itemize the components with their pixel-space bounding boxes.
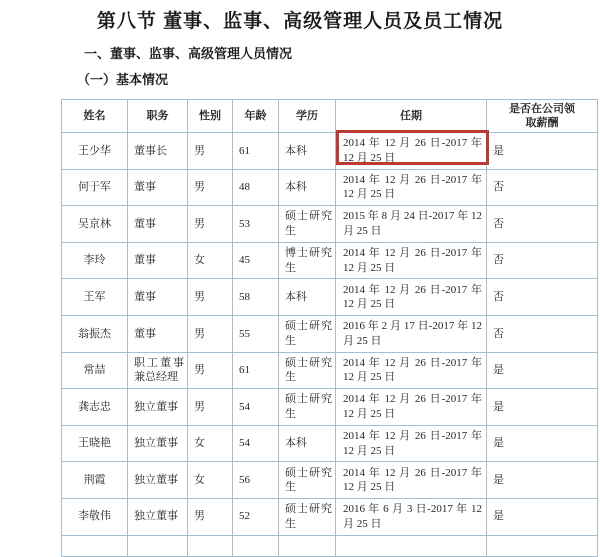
section-heading: 一、董事、监事、高级管理人员情况: [84, 46, 293, 61]
cell-term: 2014 年 12 月 26 日-2017 年 12 月 25 日: [336, 169, 487, 206]
cell-term: 2014 年 12 月 26 日-2017 年 12 月 25 日: [336, 133, 487, 170]
cell-age: 55: [233, 315, 279, 352]
cell-name: 常喆: [62, 352, 128, 389]
cell-position: 董事: [128, 279, 188, 316]
cell-gender: 男: [188, 279, 233, 316]
cell-age: 61: [233, 133, 279, 170]
cell-position: 董事长: [128, 133, 188, 170]
cell-paid: 否: [487, 169, 598, 206]
cell-position: 独立董事: [128, 498, 188, 535]
cell-education: 硕士研究生: [279, 206, 336, 243]
cell-education: 本科: [279, 279, 336, 316]
column-header-position: 职务: [128, 100, 188, 133]
cell-age: 53: [233, 206, 279, 243]
cell-age: 48: [233, 169, 279, 206]
cell-name: 何于军: [62, 169, 128, 206]
cell-education: 硕士研究生: [279, 498, 336, 535]
cell-paid: 否: [487, 242, 598, 279]
cell-name: 荆霞: [62, 462, 128, 499]
table-row: [62, 389, 598, 426]
cell-term: 2015 年 8 月 24 日-2017 年 12 月 25 日: [336, 206, 487, 243]
cell-name: 王少华: [62, 133, 128, 170]
cell-paid: 是: [487, 389, 598, 426]
cell-term: 2016 年 2 月 17 日-2017 年 12 月 25 日: [336, 315, 487, 352]
cell-position: 独立董事: [128, 389, 188, 426]
cell-name: 龚志忠: [62, 389, 128, 426]
cell-name: 李敬伟: [62, 498, 128, 535]
cell-gender: 男: [188, 389, 233, 426]
table-row: [62, 315, 598, 352]
cell-name: 吴京林: [62, 206, 128, 243]
cell-paid: 是: [487, 352, 598, 389]
cell-term: 2014 年 12 月 26 日-2017 年 12 月 25 日: [336, 279, 487, 316]
cell-gender: 男: [188, 352, 233, 389]
table-row: [62, 242, 598, 279]
cell-education: 硕士研究生: [279, 352, 336, 389]
cell-education: 硕士研究生: [279, 462, 336, 499]
cell-paid: 是: [487, 462, 598, 499]
cell-age: 52: [233, 498, 279, 535]
cell-term: 2014 年 12 月 26 日-2017 年 12 月 25 日: [336, 425, 487, 462]
cell-gender: 男: [188, 315, 233, 352]
cell-paid: 否: [487, 206, 598, 243]
cell-name: 翁振杰: [62, 315, 128, 352]
cell-paid: 否: [487, 279, 598, 316]
cell-position: 独立董事: [128, 462, 188, 499]
cell-paid: [487, 535, 598, 556]
personnel-table: [61, 99, 598, 557]
cell-education: 硕士研究生: [279, 389, 336, 426]
cell-gender: 男: [188, 498, 233, 535]
cell-term: 2014 年 12 月 26 日-2017 年 12 月 25 日: [336, 462, 487, 499]
column-header-name: 姓名: [62, 100, 128, 133]
column-header-education: 学历: [279, 100, 336, 133]
cell-paid: 是: [487, 133, 598, 170]
cell-age: 56: [233, 462, 279, 499]
cell-term: [336, 535, 487, 556]
cell-term: 2014 年 12 月 26 日-2017 年 12 月 25 日: [336, 352, 487, 389]
cell-term: 2014 年 12 月 26 日-2017 年 12 月 25 日: [336, 242, 487, 279]
column-header-term: 任期: [336, 100, 487, 133]
cell-position: 独立董事: [128, 425, 188, 462]
cell-gender: 男: [188, 206, 233, 243]
column-header-age: 年龄: [233, 100, 279, 133]
cell-position: 职工董事兼总经理: [128, 352, 188, 389]
cell-position: [128, 535, 188, 556]
column-header-paid-by-company: 是否在公司领取薪酬: [487, 100, 598, 133]
column-header-gender: 性别: [188, 100, 233, 133]
table-row: [62, 169, 598, 206]
cell-education: 本科: [279, 133, 336, 170]
table-row: [62, 498, 598, 535]
cell-age: [233, 535, 279, 556]
cell-position: 董事: [128, 169, 188, 206]
cell-age: 54: [233, 425, 279, 462]
cell-term: 2014 年 12 月 26 日-2017 年 12 月 25 日: [336, 389, 487, 426]
table-header-row: [62, 100, 598, 133]
cell-gender: [188, 535, 233, 556]
table-row: [62, 133, 598, 170]
cell-age: 54: [233, 389, 279, 426]
cell-paid: 是: [487, 498, 598, 535]
cell-education: 本科: [279, 169, 336, 206]
page-title: 第八节 董事、监事、高级管理人员及员工情况: [96, 11, 504, 32]
cell-education: 本科: [279, 425, 336, 462]
cell-gender: 女: [188, 462, 233, 499]
cell-term: 2016 年 6 月 3 日-2017 年 12 月 25 日: [336, 498, 487, 535]
cell-position: 董事: [128, 315, 188, 352]
cell-education: 博士研究生: [279, 242, 336, 279]
cell-gender: 男: [188, 169, 233, 206]
cell-paid: 否: [487, 315, 598, 352]
cell-position: 董事: [128, 242, 188, 279]
table-row: [62, 462, 598, 499]
cell-name: 王晓艳: [62, 425, 128, 462]
cell-gender: 男: [188, 133, 233, 170]
cell-name: [62, 535, 128, 556]
cell-age: 45: [233, 242, 279, 279]
cell-age: 58: [233, 279, 279, 316]
cell-education: [279, 535, 336, 556]
cell-gender: 女: [188, 242, 233, 279]
subsection-heading: （一）基本情况: [77, 72, 169, 87]
table-row: [62, 279, 598, 316]
table-row: [62, 352, 598, 389]
cell-education: 硕士研究生: [279, 315, 336, 352]
cell-paid: 是: [487, 425, 598, 462]
cell-age: 61: [233, 352, 279, 389]
cell-name: 李玲: [62, 242, 128, 279]
table-row-partial: [62, 535, 598, 556]
cell-gender: 女: [188, 425, 233, 462]
table-row: [62, 206, 598, 243]
cell-name: 王军: [62, 279, 128, 316]
cell-position: 董事: [128, 206, 188, 243]
table-row: [62, 425, 598, 462]
